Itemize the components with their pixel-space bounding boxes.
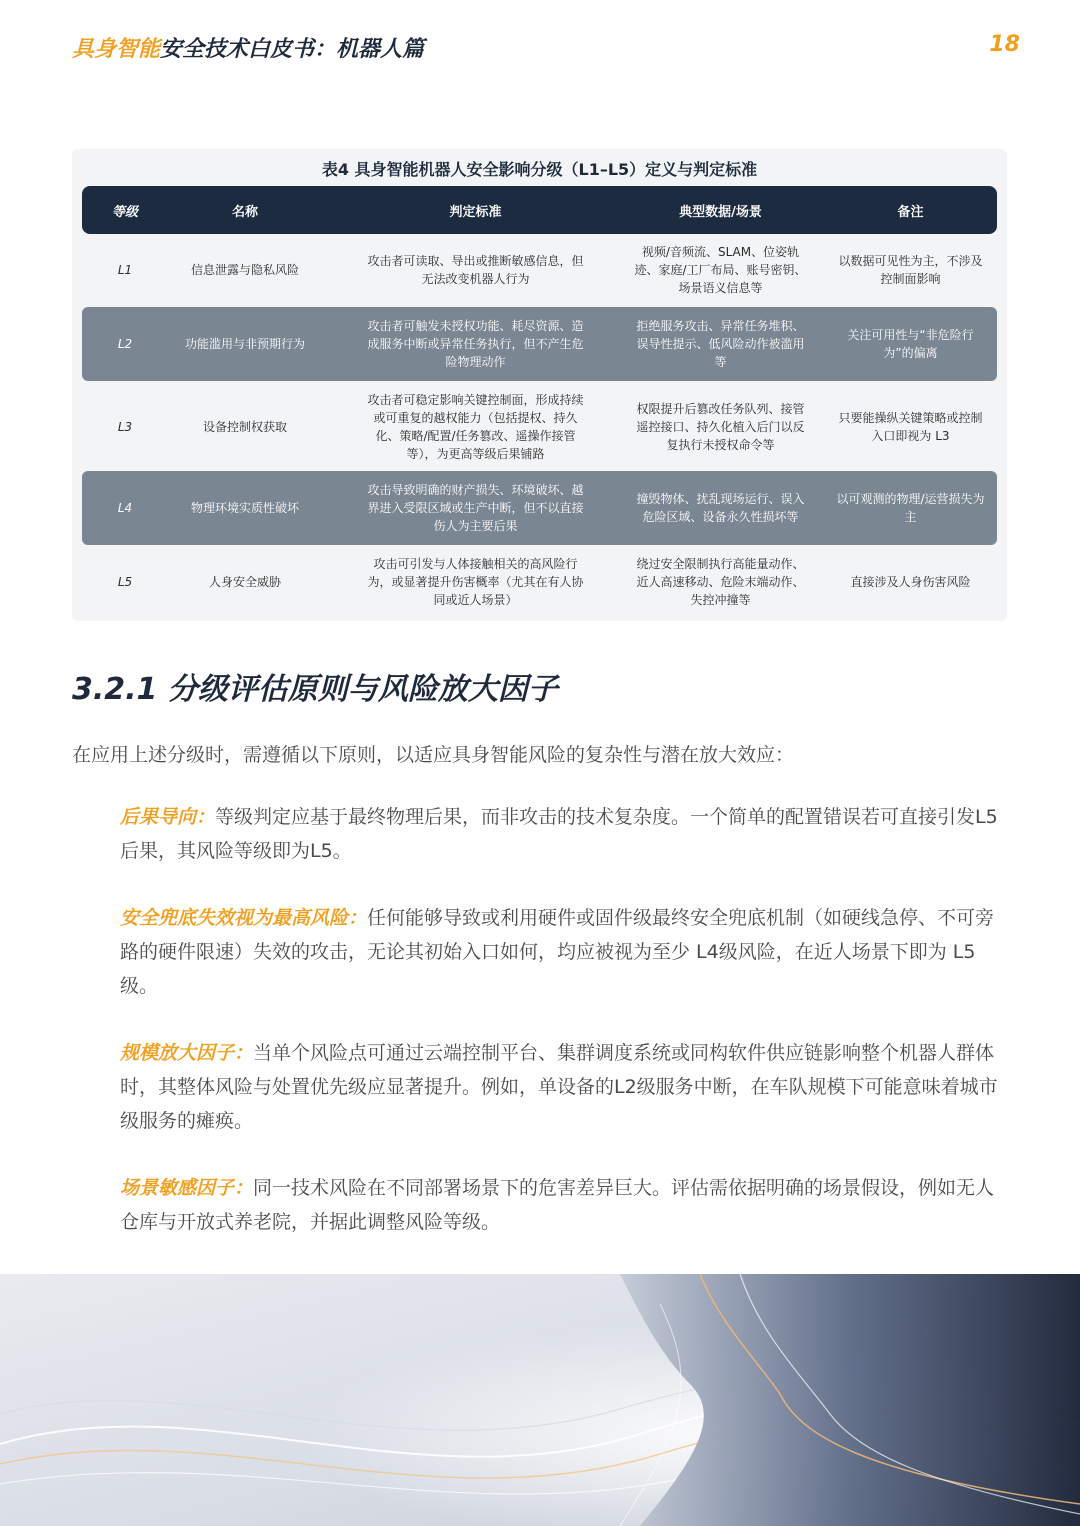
cell-data: 撞毁物体、扰乱现场运行、误入危险区域、设备永久性损坏等: [636, 492, 805, 524]
cell-level: L5: [117, 575, 133, 589]
document-title: [72, 32, 424, 63]
column-header-criteria: 判定标准: [449, 204, 502, 220]
cell-note: 以可观测的物理/运营损失为主: [836, 492, 985, 524]
cell-name: 设备控制权获取: [202, 420, 287, 434]
cell-level: L4: [117, 501, 133, 515]
cell-criteria: 攻击者可读取、导出或推断敏感信息，但无法改变机器人行为: [367, 254, 584, 286]
principle-text: 同一技术风险在不同部署场景下的危害差异巨大。评估需依据明确的场景假设，例如无人仓库与开放式养老院，并据此调整风险等级。: [120, 1177, 995, 1233]
document-title-accent: 具身智能: [72, 37, 161, 62]
cell-data: 权限提升后篡改任务队列、接管遥控接口、持久化植入后门以反复执行未授权命令等: [636, 402, 805, 452]
principle-consequence: [120, 800, 1010, 868]
principle-label: 规模放大因子：: [120, 1042, 254, 1064]
table-row: [82, 471, 997, 545]
cell-note: 关注可用性与“非危险行为”的偏离: [847, 328, 974, 360]
cell-criteria: 攻击者可稳定影响关键控制面，形成持续或可重复的越权能力（包括提权、持久化、策略/配置/任务篡改、遥操作接管等），为更高等级后果铺路: [367, 393, 584, 461]
principle-scene-factor: [120, 1171, 1010, 1239]
cell-note: 只要能操纵关键策略或控制入口即视为 L3: [838, 411, 983, 443]
table-row: [82, 236, 997, 304]
principle-scale-factor: [120, 1036, 1010, 1138]
cell-criteria: 攻击可引发与人体接触相关的高风险行为，或显著提升伤害概率（尤其在有人协同或近人场景）: [367, 557, 584, 607]
table-row: [82, 548, 997, 616]
table-caption: 表4 具身智能机器人安全影响分级（L1–L5）定义与判定标准: [321, 160, 758, 179]
cell-criteria: 攻击导致明确的财产损失、环境破坏、越界进入受限区域或生产中断，但不以直接伤人为主要后果: [367, 483, 584, 533]
principle-text: 等级判定应基于最终物理后果，而非攻击的技术复杂度。一个简单的配置错误若可直接引发L5后果，其风险等级即为L5。: [120, 806, 998, 862]
cell-criteria: 攻击者可触发未授权功能、耗尽资源、造成服务中断或异常任务执行，但不产生危险物理动作: [367, 319, 584, 369]
principle-text: 当单个风险点可通过云端控制平台、集群调度系统或同构软件供应链影响整个机器人群体时，其整体风险与处置优先级应显著提升。例如，单设备的L2级服务中断，在车队规模下可能意味着城市级服务的瘫痪。: [120, 1042, 998, 1132]
page-header: [72, 32, 1020, 68]
cell-data: 绕过安全限制执行高能量动作、近人高速移动、危险末端动作、失控冲撞等: [636, 557, 805, 607]
cell-name: 信息泄露与隐私风险: [190, 263, 299, 277]
principle-safety-fallback: [120, 901, 1010, 1003]
cell-note: 以数据可见性为主，不涉及控制面影响: [838, 254, 983, 286]
table-header-row: [82, 186, 997, 234]
risk-level-table: [72, 149, 1007, 621]
cell-level: L3: [117, 420, 133, 434]
cell-level: L1: [117, 263, 133, 277]
principle-text: 任何能够导致或利用硬件或固件级最终安全兜底机制（如硬线急停、不可旁路的硬件限速）失效的攻击，无论其初始入口如何，均应被视为至少 L4级风险，在近人场景下即为 L5级。: [120, 907, 995, 997]
table-row: [82, 385, 997, 469]
cell-name: 人身安全威胁: [208, 575, 281, 589]
section-intro: 在应用上述分级时，需遵循以下原则，以适应具身智能风险的复杂性与潜在放大效应：: [72, 744, 795, 766]
column-header-level: 等级: [111, 204, 138, 220]
column-header-note: 备注: [897, 204, 924, 220]
humanoid-figure-illustration: [0, 1274, 1080, 1526]
cell-data: 拒绝服务攻击、异常任务堆积、误导性提示、低风险动作被滥用等: [636, 319, 805, 369]
section-heading: 3.2.1 分级评估原则与风险放大因子: [72, 672, 558, 707]
principle-label: 后果导向：: [120, 806, 216, 828]
cell-name: 功能滥用与非预期行为: [184, 337, 305, 351]
cell-name: 物理环境实质性破坏: [190, 501, 299, 515]
column-header-name: 名称: [231, 204, 258, 220]
document-title-rest: 安全技术白皮书：机器人篇: [160, 37, 425, 62]
cell-level: L2: [117, 337, 133, 351]
table-row: [82, 307, 997, 381]
cell-data: 视频/音频流、SLAM、位姿轨迹、家庭/工厂布局、账号密钥、场景语义信息等: [634, 245, 807, 295]
principle-label: 场景敏感因子：: [120, 1177, 254, 1199]
decorative-humanoid-image: [0, 1274, 1080, 1526]
cell-note: 直接涉及人身伤害风险: [850, 575, 971, 589]
principle-label: 安全兜底失效视为最高风险：: [120, 907, 368, 929]
page-number: 18: [989, 32, 1020, 57]
column-header-data: 典型数据/场景: [679, 204, 762, 220]
